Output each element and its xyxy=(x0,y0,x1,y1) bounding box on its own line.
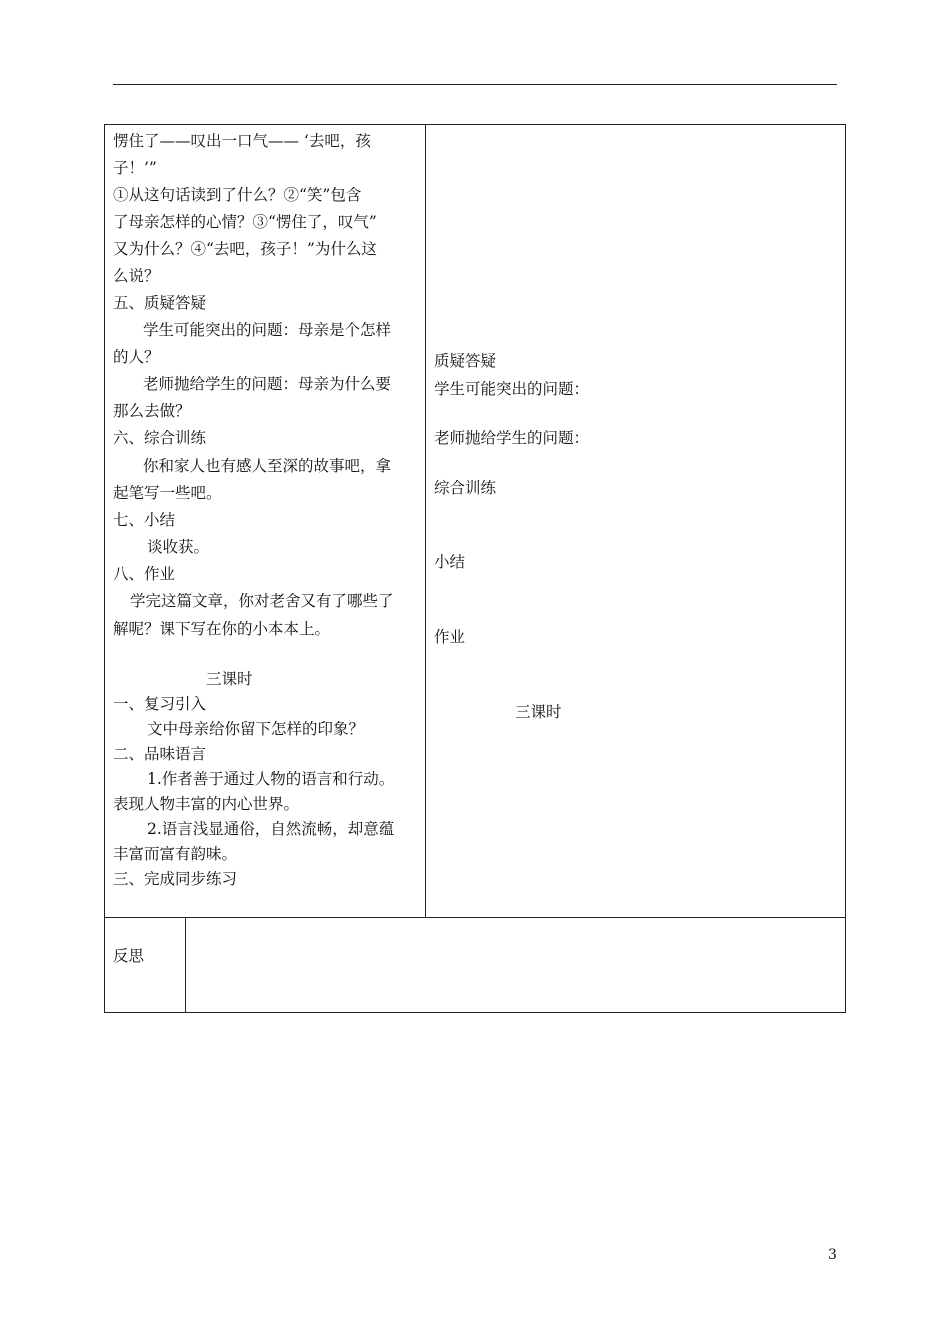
note-heading: 作业 xyxy=(434,628,466,646)
text-line: 解呢？课下写在你的小本本上。 xyxy=(113,620,331,638)
section-heading: 二、品味语言 xyxy=(113,745,207,763)
section-heading: 一、复习引入 xyxy=(113,695,207,713)
text-line: 2.语言浅显通俗，自然流畅，却意蕴 xyxy=(147,820,395,838)
text-line: 么说？ xyxy=(113,267,160,285)
note-line: 老师抛给学生的问题： xyxy=(434,429,590,447)
section-heading: 五、质疑答疑 xyxy=(113,294,207,312)
text-line: 文中母亲给你留下怎样的印象？ xyxy=(147,720,365,738)
row-divider xyxy=(105,917,845,918)
note-heading: 小结 xyxy=(434,553,466,571)
text-line: 愣住了——叹出一口气—— ‘去吧，孩 xyxy=(113,132,371,150)
text-line: 学生可能突出的问题：母亲是个怎样 xyxy=(143,321,392,339)
reflection-label: 反思 xyxy=(113,947,145,965)
note-heading: 综合训练 xyxy=(434,479,497,497)
text-line: 谈收获。 xyxy=(147,538,210,556)
note-line: 学生可能突出的问题： xyxy=(434,380,590,398)
text-line: 了母亲怎样的心情？③“愣住了，叹气” xyxy=(113,213,377,231)
text-line: 你和家人也有感人至深的故事吧，拿 xyxy=(143,457,392,475)
note-heading: 质疑答疑 xyxy=(434,352,497,370)
section-heading: 七、小结 xyxy=(113,511,176,529)
text-line: 表现人物丰富的内心世界。 xyxy=(113,795,300,813)
section-heading: 八、作业 xyxy=(113,565,176,583)
header-rule xyxy=(113,84,837,85)
text-line: 子！’” xyxy=(113,159,157,177)
subsection-title: 三课时 xyxy=(206,670,253,688)
text-line: 学完这篇文章，你对老舍又有了哪些了 xyxy=(130,592,394,610)
column-divider xyxy=(425,125,426,917)
text-line: 又为什么？④“去吧，孩子！”为什么这 xyxy=(113,240,377,258)
text-line: 丰富而富有韵味。 xyxy=(113,845,238,863)
section-heading: 三、完成同步练习 xyxy=(113,870,238,888)
note-heading: 三课时 xyxy=(515,703,562,721)
text-line: 起笔写一些吧。 xyxy=(113,484,222,502)
reflection-divider xyxy=(185,917,186,1012)
text-line: 那么去做？ xyxy=(113,402,191,420)
text-line: 1.作者善于通过人物的语言和行动。 xyxy=(147,770,395,788)
page-number: 3 xyxy=(828,1247,837,1263)
text-line: 的人？ xyxy=(113,348,160,366)
section-heading: 六、综合训练 xyxy=(113,429,207,447)
text-line: ①从这句话读到了什么？②“笑”包含 xyxy=(113,186,362,204)
text-line: 老师抛给学生的问题：母亲为什么要 xyxy=(143,375,392,393)
